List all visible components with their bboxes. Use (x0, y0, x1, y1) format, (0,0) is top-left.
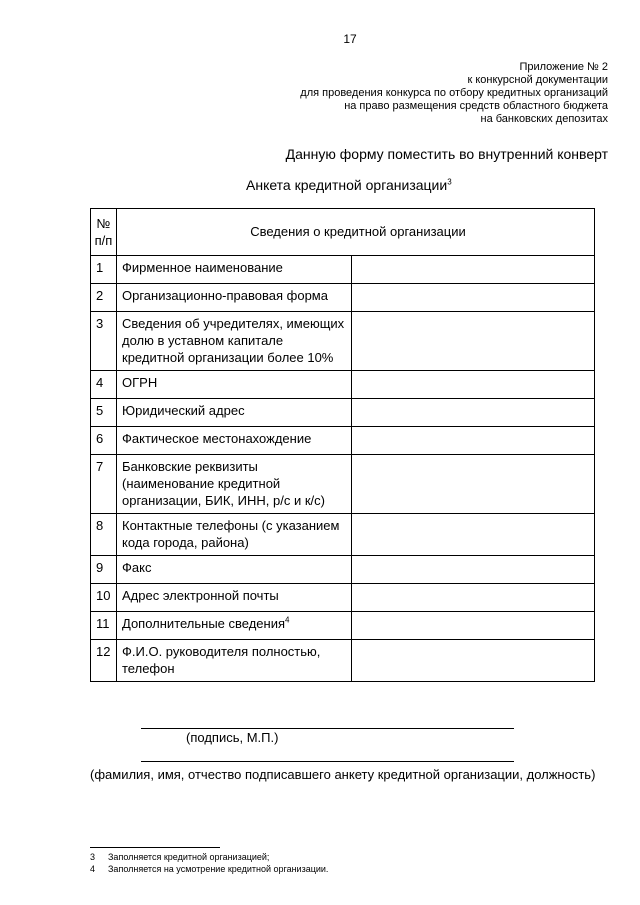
table-row (91, 612, 595, 640)
page-number: 17 (343, 32, 357, 46)
table-row (91, 640, 595, 682)
row-num: 10 (91, 584, 117, 612)
appendix-line: на банковских депозитах (480, 113, 608, 125)
row-name-text: Дополнительные сведения (122, 616, 286, 631)
row-value[interactable] (352, 371, 595, 399)
row-num: 4 (91, 371, 117, 399)
row-num: 8 (91, 514, 117, 556)
row-num: 12 (91, 640, 117, 682)
row-value[interactable] (352, 584, 595, 612)
header-title: Сведения о кредитной организации (117, 209, 595, 256)
row-value[interactable] (352, 640, 595, 682)
form-title-text: Анкета кредитной организации (246, 177, 448, 193)
row-num: 5 (91, 399, 117, 427)
row-num: 1 (91, 256, 117, 284)
row-name: Адрес электронной почты (117, 584, 352, 612)
footnote-number: 4 (90, 864, 96, 874)
row-num: 6 (91, 427, 117, 455)
footnote-text: Заполняется на усмотрение кредитной организации. (108, 864, 329, 874)
row-num: 9 (91, 556, 117, 584)
row-value[interactable] (352, 514, 595, 556)
row-num: 3 (91, 312, 117, 371)
table-row (91, 455, 595, 514)
footnote-ref: 4 (285, 615, 290, 625)
footnotes (90, 851, 328, 875)
footnote-number: 3 (90, 852, 96, 862)
envelope-note: Данную форму поместить во внутренний конверт (285, 146, 608, 162)
table-row (91, 371, 595, 399)
table-row (91, 284, 595, 312)
row-name: Фактическое местонахождение (117, 427, 352, 455)
row-value[interactable] (352, 312, 595, 371)
row-name: Ф.И.О. руководителя полностью, телефон (117, 640, 352, 682)
name-caption: (фамилия, имя, отчество подписавшего анкету кредитной организации, должность) (90, 767, 596, 782)
table-row (91, 514, 595, 556)
row-value[interactable] (352, 427, 595, 455)
form-title (246, 177, 452, 193)
appendix-line: для проведения конкурса по отбору кредитных организаций (300, 87, 608, 99)
questionnaire-table (90, 208, 595, 682)
row-num: 2 (91, 284, 117, 312)
signature-caption: (подпись, М.П.) (186, 730, 279, 745)
footnote-divider (90, 847, 220, 848)
footnote-text: Заполняется кредитной организацией; (108, 852, 270, 862)
row-name: Факс (117, 556, 352, 584)
row-name: Юридический адрес (117, 399, 352, 427)
row-name: Организационно-правовая форма (117, 284, 352, 312)
table-row (91, 556, 595, 584)
row-value[interactable] (352, 455, 595, 514)
table-row (91, 399, 595, 427)
row-name: Фирменное наименование (117, 256, 352, 284)
row-name: ОГРН (117, 371, 352, 399)
header-num: № п/п (91, 209, 117, 256)
row-name: Банковские реквизиты (наименование кредитной организации, БИК, ИНН, р/с и к/с) (117, 455, 352, 514)
row-name: Контактные телефоны (с указанием кода города, района) (117, 514, 352, 556)
footnote-ref: 3 (447, 177, 452, 187)
table-row (91, 256, 595, 284)
row-value[interactable] (352, 284, 595, 312)
table-header-row (91, 209, 595, 256)
table-row (91, 427, 595, 455)
row-num: 11 (91, 612, 117, 640)
footnote (90, 851, 328, 863)
appendix-header (300, 61, 608, 126)
appendix-line: Приложение № 2 (519, 61, 608, 73)
row-name: Сведения об учредителях, имеющих долю в уставном капитале кредитной организации более 10% (117, 312, 352, 371)
row-value[interactable] (352, 399, 595, 427)
appendix-line: на право размещения средств областного бюджета (344, 100, 608, 112)
name-line (141, 761, 514, 762)
appendix-line: к конкурсной документации (467, 74, 608, 86)
footnote (90, 863, 328, 875)
row-value[interactable] (352, 612, 595, 640)
signature-line (141, 728, 514, 729)
row-name (117, 612, 352, 640)
table-row (91, 584, 595, 612)
row-value[interactable] (352, 556, 595, 584)
row-num: 7 (91, 455, 117, 514)
row-value[interactable] (352, 256, 595, 284)
table-row (91, 312, 595, 371)
